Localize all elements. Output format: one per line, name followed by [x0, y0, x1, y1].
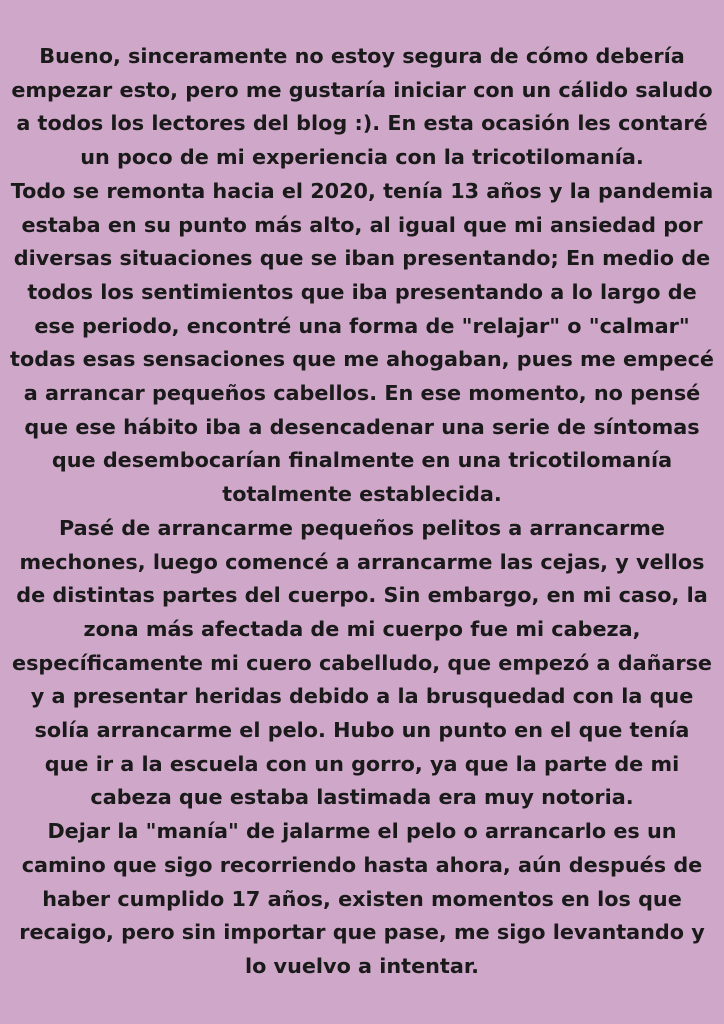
- blog-text-body: [0, 40, 724, 984]
- text-line: a arrancar pequeños cabellos. En ese momento, no pensé: [23, 381, 701, 406]
- text-line: ese periodo, encontré una forma de "relajar" o "calmar": [34, 313, 690, 338]
- text-line: que desembocarían finalmente en una tricotilomanía: [51, 448, 673, 473]
- text-line: totalmente establecida.: [222, 482, 502, 507]
- text-line: de distintas partes del cuerpo. Sin embargo, en mi caso, la: [16, 583, 708, 608]
- text-line: un poco de mi experiencia con la tricotilomanía.: [80, 145, 644, 170]
- text-line: lo vuelvo a intentar.: [244, 953, 480, 978]
- text-line: Pasé de arrancarme pequeños pelitos a arrancarme: [59, 515, 665, 540]
- text-line: recaigo, pero sin importar que pase, me sigo levantando y: [19, 920, 705, 945]
- text-line: todos los sentimientos que iba presentando a lo largo de: [27, 279, 697, 304]
- text-line: cabeza que estaba lastimada era muy notoria.: [90, 785, 634, 810]
- text-line: empezar esto, pero me gustaría iniciar con un cálido saludo: [11, 77, 713, 102]
- text-line: solía arrancarme el pelo. Hubo un punto en el que tenía: [34, 718, 690, 743]
- text-line: mechones, luego comencé a arrancarme las cejas, y vellos: [19, 549, 705, 574]
- text-line: Dejar la "manía" de jalarme el pelo o arrancarlo es un: [47, 819, 677, 844]
- text-line: camino que sigo recorriendo hasta ahora, aún después de: [21, 852, 703, 877]
- text-line: haber cumplido 17 años, existen momentos en los que: [42, 886, 682, 911]
- text-line: diversas situaciones que se iban presentando; En medio de: [13, 246, 711, 271]
- text-line: que ir a la escuela con un gorro, ya que la parte de mi: [44, 751, 680, 776]
- text-line: estaba en su punto más alto, al igual que mi ansiedad por: [21, 212, 703, 237]
- text-line: que ese hábito iba a desencadenar una serie de síntomas: [24, 414, 700, 439]
- text-line: específicamente mi cuero cabelludo, que empezó a dañarse: [12, 650, 712, 675]
- text-line: Todo se remonta hacia el 2020, tenía 13 años y la pandemia: [10, 178, 714, 203]
- text-line: a todos los lectores del blog :). En esta ocasión les contaré: [16, 111, 708, 136]
- text-line: y a presentar heridas debido a la brusquedad con la que: [30, 684, 694, 709]
- text-line: todas esas sensaciones que me ahogaban, pues me empecé: [10, 347, 714, 372]
- text-line: Bueno, sinceramente no estoy segura de cómo debería: [39, 44, 685, 68]
- text-line: zona más afectada de mi cuerpo fue mi cabeza,: [83, 616, 641, 641]
